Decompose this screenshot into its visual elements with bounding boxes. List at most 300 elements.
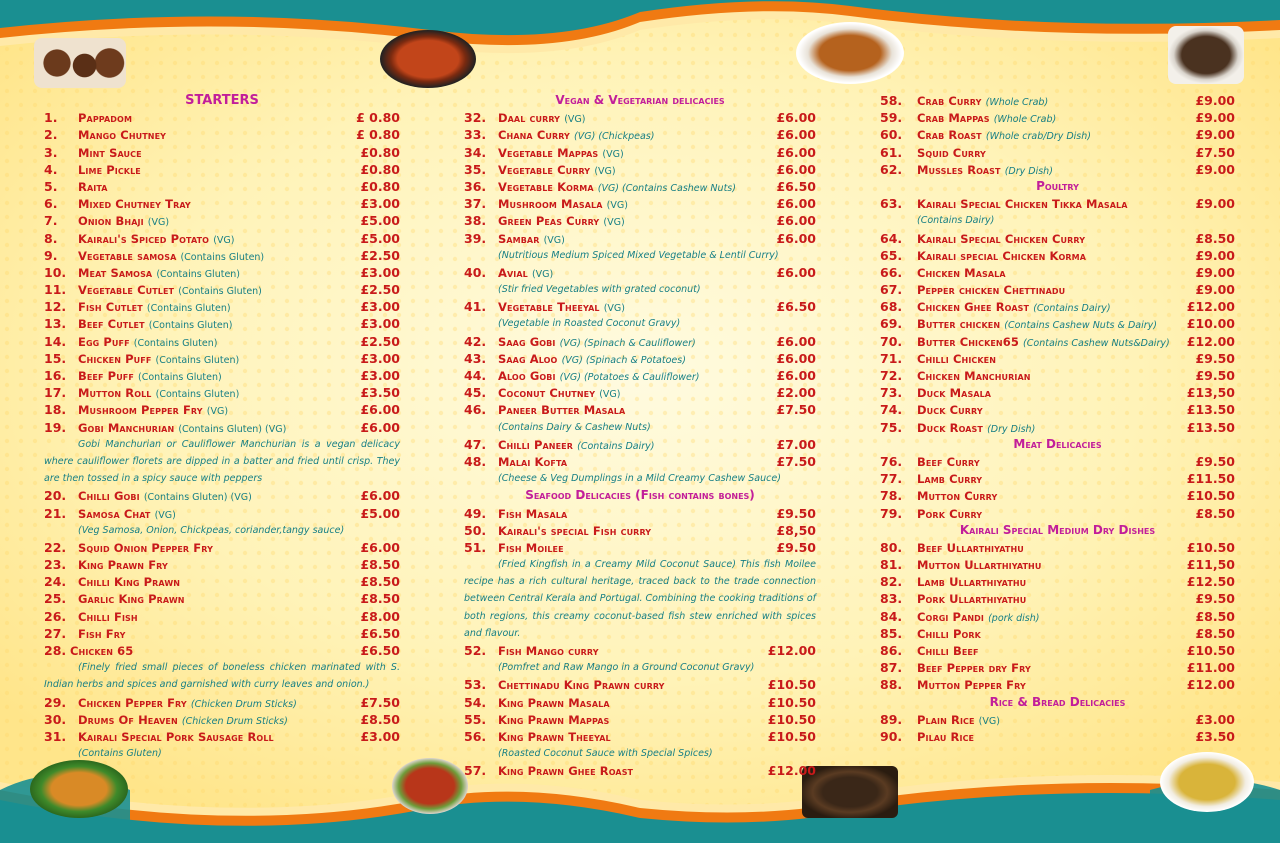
item-name — [78, 385, 360, 403]
item-name-text: Pork Curry — [917, 506, 983, 521]
item-name-text: Mushroom Pepper Fry — [78, 403, 203, 418]
menu-item — [464, 367, 816, 384]
item-name — [498, 437, 776, 455]
item-number: 64. — [880, 230, 903, 246]
item-number: 3. — [44, 144, 58, 160]
item-price: £7.50 — [776, 402, 816, 418]
item-name — [917, 196, 1195, 213]
item-name-text: Fish Cutlet — [78, 300, 143, 315]
item-number: 46. — [464, 402, 487, 418]
item-price: £10.50 — [767, 677, 816, 693]
item-number: 76. — [880, 453, 903, 469]
item-number: 36. — [464, 178, 487, 194]
menu-item — [464, 178, 816, 195]
item-name-text: Duck Roast — [917, 420, 983, 435]
item-name — [917, 368, 1195, 385]
item-price: £8.00 — [360, 608, 400, 624]
item-note: (Dry Dish) — [1004, 165, 1053, 177]
item-number: 34. — [464, 144, 487, 160]
menu-item — [464, 505, 816, 522]
item-note: (Contains Gluten) (VG) — [143, 492, 252, 504]
item-number: 55. — [464, 711, 487, 727]
item-name-text: Beef Puff — [78, 369, 134, 383]
menu-item — [44, 315, 400, 332]
item-name-text: Meat Samosa — [78, 265, 153, 280]
item-number: 14. — [44, 333, 67, 349]
item-price: £6.00 — [776, 213, 816, 229]
item-name — [917, 351, 1195, 368]
item-name — [78, 351, 360, 369]
item-note: (Contains Cashew Nuts&Dairy) — [1023, 337, 1170, 349]
menu-item — [44, 109, 400, 126]
section-heading-rice-bread: Rice & Bread Delicacies — [989, 694, 1126, 709]
item-number: 84. — [880, 608, 903, 624]
item-price: £9.00 — [1195, 161, 1235, 177]
item-name — [78, 299, 360, 317]
item-number: 32. — [464, 110, 487, 126]
item-price: £6.00 — [360, 488, 400, 504]
menu-item — [464, 522, 816, 539]
item-number: 71. — [880, 350, 903, 366]
kofta-note: (Cheese & Veg Dumplings in a Mild Creamy Cashew Sauce) — [498, 473, 781, 485]
item-name-text: King Prawn Mappas — [498, 712, 610, 727]
menu-item — [464, 298, 816, 315]
item-number: 73. — [880, 385, 903, 401]
menu-item — [44, 556, 400, 573]
item-name — [498, 540, 776, 557]
item-number: 77. — [880, 471, 903, 487]
item-name — [78, 110, 356, 127]
item-name-text: Beef Pepper dry Fry — [917, 661, 1031, 676]
menu-item-list — [880, 453, 1235, 522]
menu-item — [464, 126, 816, 143]
item-number: 27. — [44, 625, 67, 641]
item-name — [498, 643, 768, 660]
menu-item — [464, 676, 816, 693]
item-number: 88. — [880, 677, 903, 693]
item-name — [498, 196, 776, 214]
item-name-text: Sambar — [498, 231, 540, 246]
item-name-text: Beef Ullarthiyathu — [917, 540, 1024, 555]
item-name — [78, 145, 360, 162]
item-name-text: Mint Sauce — [78, 145, 142, 160]
item-name-text: Chicken Pepper Fry — [78, 695, 187, 710]
item-name-text: Coconut Chutney — [498, 386, 596, 401]
poultry-meat-column — [880, 92, 1235, 745]
item-number: 60. — [880, 127, 903, 143]
item-name-text: Gobi Manchurian — [78, 420, 175, 435]
item-price: £6.00 — [360, 402, 400, 418]
item-number: 90. — [880, 728, 903, 744]
item-name — [498, 334, 776, 352]
item-name-text: Fish Masala — [498, 506, 568, 521]
menu-item — [880, 350, 1235, 367]
avial-note: (Stir fried Vegetables with grated coconut) — [498, 284, 701, 296]
item-name-text: Egg Puff — [78, 334, 130, 349]
item-note: (VG) — [602, 148, 624, 160]
item-name — [917, 471, 1187, 488]
item-price: £9.00 — [1195, 93, 1235, 108]
item-name-text: Butter Chicken65 — [917, 334, 1019, 349]
item-name-text: Kairali special Chicken Korma — [917, 248, 1087, 263]
menu-item — [44, 608, 400, 625]
item-number: 18. — [44, 402, 67, 418]
starters-cutlet-photo-icon — [34, 38, 126, 88]
item-name — [498, 231, 776, 249]
menu-item-list — [44, 487, 400, 521]
fish-curry-photo-icon — [380, 30, 476, 88]
item-number: 24. — [44, 574, 67, 590]
item-name-text: Chicken Masala — [917, 265, 1006, 280]
menu-item — [44, 625, 400, 642]
item-note: (Contains Gluten) — [148, 320, 233, 332]
menu-item — [880, 161, 1235, 178]
menu-item — [44, 505, 400, 522]
item-name — [917, 385, 1187, 402]
item-name — [78, 231, 360, 249]
menu-item-list — [880, 92, 1235, 178]
item-number: 68. — [880, 299, 903, 315]
item-price: £6.00 — [360, 419, 400, 435]
item-number: 12. — [44, 299, 67, 315]
item-price: £6.50 — [776, 178, 816, 194]
item-name-text: Chicken Manchurian — [917, 369, 1031, 383]
item-number: 72. — [880, 368, 903, 383]
item-price: £10.50 — [767, 711, 816, 727]
section-heading-poultry: Poultry — [1036, 178, 1079, 193]
item-price: £12.00 — [1186, 299, 1235, 315]
item-name-text: Mussles Roast — [917, 162, 1001, 177]
item-note: (Chicken Drum Sticks) — [190, 698, 297, 710]
menu-item — [464, 161, 816, 178]
menu-item — [464, 144, 816, 161]
item-name-text: King Prawn Theeyal — [498, 730, 611, 745]
item-number: 22. — [44, 539, 67, 555]
menu-item — [880, 625, 1235, 642]
menu-item — [44, 573, 400, 590]
item-name-text: Pork Ullarthiyathu — [917, 592, 1027, 607]
item-number: 52. — [464, 643, 487, 659]
item-price: £9.00 — [1195, 247, 1235, 263]
item-price: £11.00 — [1186, 660, 1235, 676]
item-note: (VG) (Spinach & Potatoes) — [561, 354, 686, 366]
item-name — [498, 454, 776, 471]
item-number: 9. — [44, 247, 58, 263]
item-name-text: King Prawn Masala — [498, 695, 610, 710]
item-note: (VG) (Potatoes & Cauliflower) — [559, 372, 700, 383]
item-number: 2. — [44, 127, 58, 143]
menu-item — [44, 487, 400, 504]
item-name — [917, 454, 1195, 471]
item-name-text: Chicken 65 — [70, 644, 134, 659]
item-price: £3.00 — [360, 316, 400, 332]
item-name — [917, 574, 1187, 591]
item-number: 20. — [44, 488, 67, 504]
menu-item — [44, 367, 400, 384]
menu-item — [880, 298, 1235, 315]
item-name — [498, 368, 776, 386]
item-name-text: Crab Roast — [917, 128, 982, 143]
item-price: £6.00 — [776, 127, 816, 143]
menu-item-list — [880, 711, 1235, 745]
item-number: 10. — [44, 264, 67, 280]
item-name — [498, 523, 776, 540]
menu-item — [880, 109, 1235, 126]
item-price: £9.00 — [1195, 127, 1235, 143]
menu-item — [880, 539, 1235, 556]
item-price: £9.00 — [1195, 110, 1235, 126]
item-number: 57. — [464, 763, 487, 779]
item-name — [917, 729, 1195, 746]
item-name — [498, 179, 776, 197]
item-number: 63. — [880, 196, 903, 212]
item-price: £3.00 — [360, 729, 400, 745]
item-name-text: Squid Onion Pepper Fry — [78, 540, 213, 555]
item-price: £9.50 — [1195, 368, 1235, 383]
item-price: £3.00 — [360, 264, 400, 280]
item-note: (Contains Gluten) — [178, 286, 262, 298]
banana-fry-photo-icon — [30, 760, 128, 818]
item-name — [78, 213, 360, 231]
menu-item — [880, 281, 1235, 298]
menu-item — [464, 195, 816, 212]
menu-item — [880, 401, 1235, 418]
item-name-text: Mixed Chutney Tray — [78, 197, 191, 212]
item-name-text: Lime Pickle — [78, 162, 141, 177]
item-price: £8.50 — [360, 591, 400, 607]
item-number: 87. — [880, 660, 903, 676]
item-note: (Contains Gluten) — [133, 337, 218, 349]
item-number: 7. — [44, 213, 58, 229]
item-number: 53. — [464, 677, 487, 693]
menu-item — [44, 195, 400, 212]
item-name — [498, 145, 776, 163]
menu-item — [464, 642, 816, 659]
item-name-text: Vegetable Curry — [498, 162, 591, 177]
item-price: £10.50 — [767, 694, 816, 710]
item-price: £13.50 — [1186, 402, 1235, 418]
item-number: 80. — [880, 539, 903, 555]
menu-item — [464, 539, 816, 556]
item-note: (VG) — [543, 234, 565, 246]
item-name-text: Vegetable samosa — [78, 248, 177, 263]
item-number: 49. — [464, 505, 487, 521]
item-name-text: Mutton Curry — [917, 489, 998, 504]
item-name-text: Kairali's Spiced Potato — [78, 231, 210, 246]
item-note: (Whole Crab) — [993, 114, 1057, 126]
item-price: £6.00 — [360, 539, 400, 555]
item-note: (VG) — [564, 114, 586, 126]
samosa-chat-note: (Veg Samosa, Onion, Chickpeas, coriander,tangy sauce) — [78, 524, 345, 536]
item-number: 62. — [880, 161, 903, 177]
item-name-text: Lamb Curry — [917, 472, 983, 487]
item-name — [917, 402, 1187, 419]
menu-item — [44, 230, 400, 247]
menu-item — [880, 92, 1235, 109]
item-name — [78, 591, 360, 608]
item-price: £3.00 — [360, 196, 400, 212]
item-note: (Contains Gluten) — [155, 389, 240, 401]
item-name — [78, 540, 360, 557]
item-name — [917, 248, 1195, 265]
item-price: £7.00 — [776, 436, 816, 452]
item-name — [917, 643, 1187, 660]
item-price: £8.50 — [360, 574, 400, 590]
item-note: (Contains Gluten) — [180, 251, 265, 263]
item-price: £11.50 — [1186, 471, 1235, 487]
item-number: 82. — [880, 574, 903, 590]
item-name — [917, 110, 1195, 128]
menu-item — [464, 711, 816, 728]
item-price: £12.50 — [1186, 574, 1235, 590]
item-name-text: Vegetable Cutlet — [78, 283, 175, 298]
item-number: 83. — [880, 591, 903, 607]
item-price: £10.50 — [1186, 539, 1235, 555]
item-number: 28. — [44, 643, 67, 659]
menu-item — [880, 659, 1235, 676]
item-name-text: Fish Moilee — [498, 540, 564, 555]
item-name — [78, 368, 360, 386]
item-name — [917, 127, 1195, 145]
menu-item — [44, 642, 400, 659]
menu-item — [880, 315, 1235, 332]
item-number: 21. — [44, 505, 67, 521]
item-number: 23. — [44, 557, 67, 573]
item-price: £9.50 — [1195, 591, 1235, 607]
item-name — [498, 162, 776, 180]
menu-item-list — [44, 694, 400, 746]
fish-mango-note: (Pomfret and Raw Mango in a Ground Coconut Gravy) — [498, 662, 755, 674]
menu-item — [44, 350, 400, 367]
menu-item-list — [464, 333, 816, 419]
item-number: 40. — [464, 264, 487, 280]
item-note: (VG) (Spinach & Cauliflower) — [559, 337, 696, 349]
item-name-text: Saag Aloo — [498, 351, 558, 366]
vegetarian-seafood-column — [464, 92, 816, 780]
item-name — [917, 557, 1187, 574]
section-heading-meat: Meat Delicacies — [1013, 436, 1102, 451]
menu-item — [44, 333, 400, 350]
menu-item — [880, 487, 1235, 504]
menu-item — [44, 711, 400, 728]
item-number: 25. — [44, 591, 67, 607]
menu-item — [880, 505, 1235, 522]
chilli-chicken-photo-icon — [392, 758, 468, 814]
menu-item — [880, 711, 1235, 728]
item-price: £7.50 — [1195, 144, 1235, 160]
menu-item — [880, 453, 1235, 470]
item-price: £9.50 — [1195, 453, 1235, 469]
item-number: 8. — [44, 230, 58, 246]
menu-item — [464, 350, 816, 367]
item-number: 59. — [880, 110, 903, 126]
item-name-text: Chettinadu King Prawn curry — [498, 678, 665, 693]
theeyal-note: (Vegetable in Roasted Coconut Gravy) — [498, 318, 681, 330]
item-price: £10.50 — [1186, 643, 1235, 658]
item-price: £6.00 — [776, 196, 816, 212]
item-name — [917, 506, 1195, 523]
item-name-text: Squid Curry — [917, 145, 986, 160]
item-name-text: Chilli Fish — [78, 609, 138, 624]
item-price: £0.80 — [360, 178, 400, 194]
item-number: 43. — [464, 350, 487, 366]
item-name-text: Duck Curry — [917, 403, 983, 418]
item-name — [498, 763, 768, 780]
item-price: £8,50 — [776, 522, 816, 538]
menu-item-list — [44, 109, 400, 436]
item-price: £3.50 — [1195, 728, 1235, 744]
menu-item — [880, 126, 1235, 143]
section-heading-vegetarian: Vegan & Vegetarian delicacies — [555, 93, 725, 107]
item-name — [917, 609, 1195, 627]
item-number: 17. — [44, 385, 67, 401]
menu-item — [880, 642, 1235, 659]
chicken-65-description: (Finely fried small pieces of boneless chicken marinated with S. Indian herbs and spices and garnished with curry leaves and onion.) — [44, 662, 400, 691]
item-price: £10.50 — [767, 729, 816, 745]
item-number: 66. — [880, 264, 903, 280]
item-price: £3.00 — [360, 299, 400, 315]
item-price: £12.00 — [767, 763, 816, 779]
item-price: £8.50 — [1195, 608, 1235, 624]
menu-item — [464, 333, 816, 350]
item-number: 6. — [44, 196, 58, 212]
item-number: 39. — [464, 230, 487, 246]
menu-item — [880, 419, 1235, 436]
item-number: 58. — [880, 93, 903, 108]
item-price: £10.00 — [1186, 316, 1235, 332]
item-name — [78, 557, 360, 574]
item-note: (Contains Gluten) — [156, 268, 241, 280]
item-number: 65. — [880, 247, 903, 263]
item-number: 70. — [880, 333, 903, 349]
item-name-text: Vegetable Korma — [498, 179, 594, 194]
item-price: £3.00 — [360, 368, 400, 383]
item-name — [917, 626, 1195, 643]
item-name-text: Plain Rice — [917, 712, 975, 727]
menu-item — [880, 195, 1235, 212]
item-name — [498, 213, 776, 231]
section-heading-starters: STARTERS — [185, 93, 259, 108]
item-number: 41. — [464, 299, 487, 315]
item-note: (VG) — [206, 406, 229, 418]
menu-item — [880, 230, 1235, 247]
item-price: £3.00 — [1195, 711, 1235, 727]
item-price: £7.50 — [776, 453, 816, 469]
menu-item — [880, 264, 1235, 281]
item-name — [78, 695, 360, 713]
item-note: (VG) — [978, 715, 1000, 727]
item-name-text: King Prawn Fry — [78, 558, 168, 573]
menu-item — [44, 539, 400, 556]
menu-item — [44, 298, 400, 315]
menu-item — [464, 384, 816, 401]
item-price: £13.50 — [1186, 419, 1235, 435]
item-name — [498, 506, 776, 523]
item-number: 37. — [464, 196, 487, 212]
item-price: £9.50 — [776, 539, 816, 555]
item-name — [917, 677, 1187, 694]
item-name-text: Malai Kofta — [498, 454, 568, 469]
menu-item — [44, 384, 400, 401]
item-name-text: Lamb Ullarthiyathu — [917, 575, 1027, 590]
item-price: £8.50 — [360, 711, 400, 727]
item-note: (Contains Gluten) — [138, 372, 222, 383]
item-price: £12.00 — [1186, 333, 1235, 349]
item-name-text: Mushroom Masala — [498, 197, 603, 212]
item-number: 42. — [464, 333, 487, 349]
item-name — [498, 677, 768, 694]
vegetable-stew-photo-icon — [1160, 752, 1254, 812]
